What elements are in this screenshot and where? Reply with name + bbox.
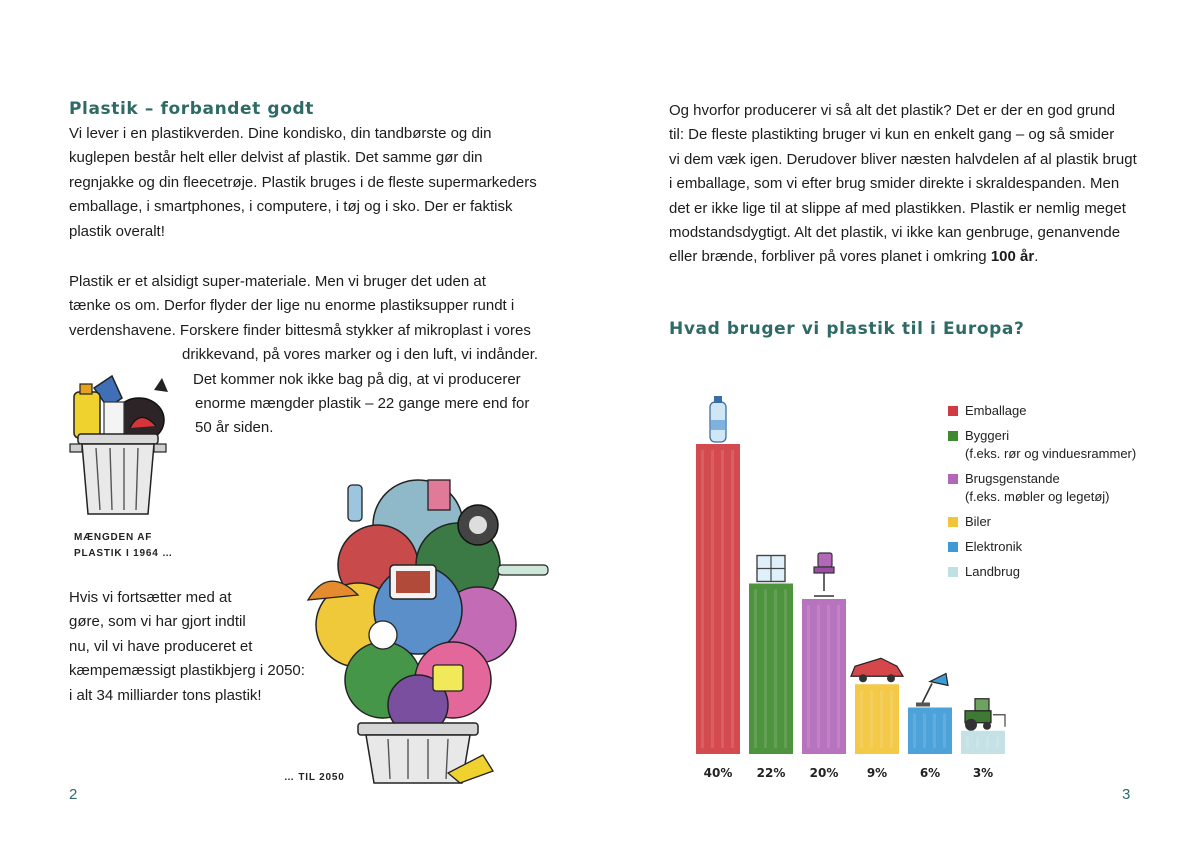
bar-texture <box>996 737 999 748</box>
text-line: i alt 34 milliarder tons plastik! <box>69 686 262 704</box>
lamp-icon <box>916 674 948 707</box>
legend-swatch <box>948 406 958 416</box>
left-paragraph-1 <box>69 122 537 244</box>
legend-label: Elektronik <box>965 539 1023 554</box>
caption-1964 <box>74 530 173 562</box>
text-line: Hvis vi fortsætter med at <box>69 589 232 606</box>
bar-texture <box>764 590 767 749</box>
bar-texture <box>701 450 704 748</box>
bar-texture <box>860 690 863 748</box>
car-icon <box>851 658 903 682</box>
page-number-right: 3 <box>1122 786 1131 803</box>
caption-2050: … TIL 2050 <box>284 772 345 783</box>
legend-item <box>948 513 1168 531</box>
bar-texture <box>933 714 936 749</box>
tractor-icon <box>965 699 1005 731</box>
bottle-icon <box>710 396 726 442</box>
bar-texture <box>754 590 757 749</box>
value-label: 9% <box>866 766 888 780</box>
value-label: 20% <box>809 766 839 780</box>
caption-line: PLASTIK I 1964 … <box>74 548 173 559</box>
bar-texture <box>774 590 777 749</box>
bar-texture <box>870 690 873 748</box>
text-line: kæmpemæssigt plastikbjerg i 2050: <box>69 662 305 680</box>
legend-item <box>948 470 1168 506</box>
bar-texture <box>923 714 926 749</box>
text-line: tænke os om. Derfor flyder der lige nu enorme plastiksupper rundt i <box>69 297 515 315</box>
bar-texture <box>880 690 883 748</box>
legend-label: Emballage <box>965 403 1027 418</box>
legend-swatch <box>948 567 958 577</box>
emphasis-100-years: 100 år <box>990 248 1035 266</box>
text-line-final <box>669 245 1137 269</box>
legend-swatch <box>948 474 958 484</box>
right-paragraph <box>669 99 1137 270</box>
text-line: vi dem væk igen. Derudover bliver næsten halvdelen af al plastik brugt <box>669 150 1137 168</box>
bar-texture <box>731 450 734 748</box>
bar-texture <box>837 605 840 748</box>
left-paragraph-3 <box>69 586 305 708</box>
bar-texture <box>817 605 820 748</box>
legend-swatch <box>948 542 958 552</box>
bar-texture <box>784 590 787 749</box>
legend-item <box>948 427 1168 463</box>
bar-texture <box>986 737 989 748</box>
text-line: drikkevand, på vores marker og i den luft, vi indånder. <box>182 346 539 364</box>
text-line: gøre, som vi har gjort indtil <box>69 613 246 631</box>
bar-texture <box>827 605 830 748</box>
caption-line: MÆNGDEN AF <box>74 532 153 543</box>
bar-texture <box>721 450 724 748</box>
text-line: nu, vil vi have produceret et <box>69 637 253 655</box>
value-label: 22% <box>756 766 786 780</box>
value-label: 3% <box>972 766 994 780</box>
bar-texture <box>976 737 979 748</box>
chart-heading: Hvad bruger vi plastik til i Europa? <box>669 319 1025 339</box>
legend-swatch <box>948 517 958 527</box>
bar-texture <box>890 690 893 748</box>
text-line: i emballage, som vi efter brug smider direkte i skraldespanden. Men <box>669 175 1120 193</box>
bar-texture <box>913 714 916 749</box>
text-line: Plastik er et alsidigt super-materiale. Men vi bruger det uden at <box>69 273 486 290</box>
legend-label: Brugsgenstande <box>965 471 1060 486</box>
legend-label: Landbrug <box>965 564 1020 579</box>
chart-legend <box>948 402 1168 588</box>
bar-texture <box>943 714 946 749</box>
text-line: til: De fleste plastikting bruger vi kun en enkelt gang – og så smider <box>669 126 1115 144</box>
small-trash-can-illustration <box>64 368 174 518</box>
bar-texture <box>711 450 714 748</box>
legend-label: Biler <box>965 514 992 529</box>
text-line: Og hvorfor producerer vi så alt det plastik? Det er der en god grund <box>669 102 1116 119</box>
value-label: 6% <box>919 766 941 780</box>
legend-item <box>948 563 1168 581</box>
legend-swatch <box>948 431 958 441</box>
left-heading: Plastik – forbandet godt <box>69 99 314 119</box>
text-line: emballage, i smartphones, i computere, i tøj og i sko. Der er faktisk <box>69 198 513 216</box>
bar-texture <box>807 605 810 748</box>
text-line: Vi lever i en plastikverden. Dine kondisko, din tandbørste og din <box>69 125 492 142</box>
text-segment: . <box>1034 248 1039 266</box>
text-line: Det kommer nok ikke bag på dig, at vi producerer <box>193 370 521 388</box>
text-line: kuglepen består helt eller delvist af plastik. Det samme gør din <box>69 149 483 167</box>
text-line: regnjakke og din fleecetrøje. Plastik bruges i de fleste supermarkeders <box>69 173 537 191</box>
text-line: 50 år siden. <box>195 419 274 437</box>
text-line: modstandsdygtigt. Alt det plastik, vi ikke kan genbruge, genanvende <box>669 224 1121 242</box>
text-line: verdenshavene. Forskere finder bittesmå stykker af mikroplast i vores <box>69 321 531 339</box>
text-line: det er ikke lige til at slippe af med plastikken. Plastik er nemlig meget <box>669 199 1126 217</box>
legend-item <box>948 402 1168 420</box>
plastic-mountain-illustration <box>288 455 553 785</box>
legend-sublabel: (f.eks. møbler og legetøj) <box>965 489 1110 504</box>
legend-label: Byggeri <box>965 428 1010 443</box>
window-icon <box>757 556 785 582</box>
bar-texture <box>966 737 969 748</box>
text-line: plastik overalt! <box>69 222 165 240</box>
text-line: enorme mængder plastik – 22 gange mere end for <box>195 395 530 413</box>
chair-icon <box>814 553 834 596</box>
legend-item <box>948 538 1168 556</box>
legend-sublabel: (f.eks. rør og vinduesrammer) <box>965 446 1137 461</box>
page-number-left: 2 <box>69 786 78 803</box>
value-label: 40% <box>703 766 733 780</box>
text-segment: eller brænde, forbliver på vores planet i omkring <box>669 248 991 266</box>
